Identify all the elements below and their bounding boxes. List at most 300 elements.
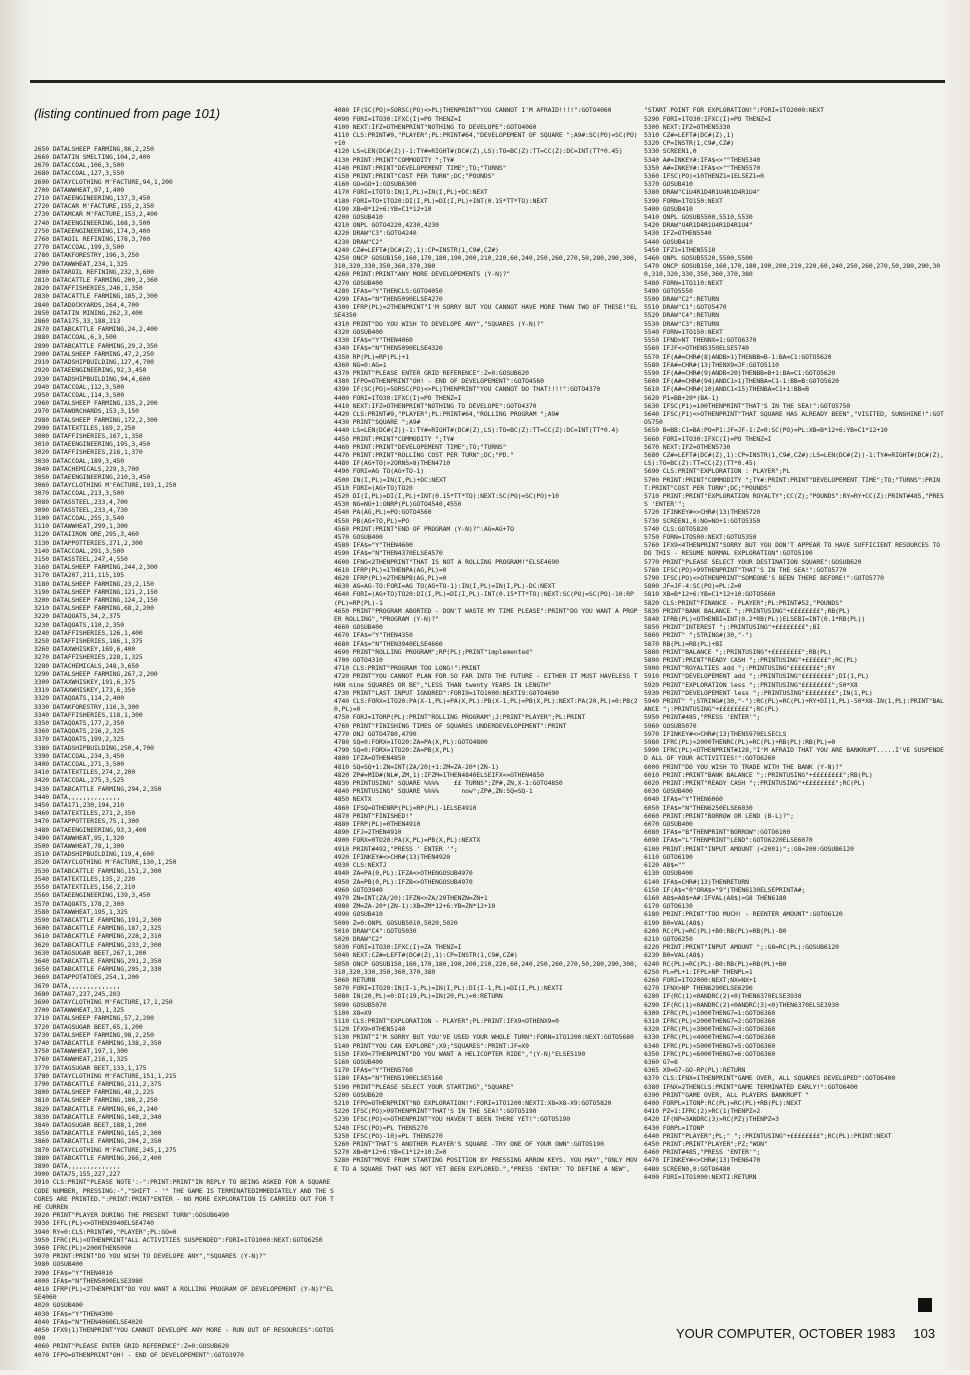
listing-line: 4150 PRINT:PRINT"COST PER TURN";DC;"POUNDS": [334, 172, 496, 181]
listing-line: 6280 IF(RC(1)<0ANDRC(2)<0)THEN6370ELSE3930: [644, 992, 802, 1001]
listing-line: 6410 PZ=1:IFRC(2)>RC(1)THENPZ=2: [644, 1107, 761, 1116]
listing-line: 4830 PRINTUSING" SQUARE %%%% ££ TURNS";ZP#,ZN,X-1:GOTO4850: [334, 779, 563, 788]
listing-line: 6170 GOTO6130: [644, 902, 693, 911]
listing-line: 3470 DATAPPOTTERIES,75,1,300: [34, 817, 139, 826]
listing-line: 4230 DRAW"C2": [334, 237, 383, 246]
listing-line: 4630 AG=AG-TO:FORI=AG TO(AG+TO-1):IN(I,PL)=IN(I,PL)-DC:NEXT: [334, 582, 556, 591]
listing-line: 3840 DATAGSUGAR BEET,188,1,200: [34, 1120, 147, 1129]
listing-line: 3780 DATAYCLOTHING M'FACTURE,151,1,215: [34, 1071, 177, 1080]
listing-line: 5600 IF(A#=CHR#(94)ANDC1>1)THENBA=C1-1:BB=B:GOTO5620: [644, 377, 839, 386]
listing-line: 3030 DATACCOAL,189,3,450: [34, 456, 124, 465]
listing-line: 3550 DATATEXTILES,156,2,210: [34, 883, 136, 892]
listing-line: 6490 FORI=1TO1000:NEXTI:RETURN: [644, 1172, 757, 1181]
listing-line: 3090 DATASSTEEL,233,4,730: [34, 505, 128, 514]
listing-line: 2950 DATACCOAL,114,3,500: [34, 390, 124, 399]
listing-line: 2880 DATACCOAL,6,3,500: [34, 333, 117, 342]
listing-line: 4000 IFA$="N"THEN5090ELSE3980: [34, 1276, 143, 1285]
listing-line: 3890 DATA,,,,,,,,,,,,,,: [34, 1162, 121, 1170]
listing-line: 3620 DATABCATTLE FARMING,233,2,300: [34, 940, 162, 949]
listing-line: 5410 ONPL GOSUB5500,5510,5530: [644, 213, 753, 222]
listing-line: 4610 IFRP(PL)=1THENPA(AG,PL)=0: [334, 565, 447, 574]
listing-line: 6430 FORPL=1TONP: [644, 1123, 704, 1132]
listing-line: 5770 PRINT"PLEASE SELECT YOUR DESTINATION SQUARE":GOSUB620: [644, 557, 862, 566]
listing-line: 2680 DATACCOAL,127,3,550: [34, 169, 124, 178]
listing-line: 4720 PRINT"YOU CANNOT PLAN FOR SO FAR INTO THE FUTURE - EITHER IT MUST HAVELESS THAN nine SQUARES OR BE","LESS THAN twenty YEARS IN LENGTH": [334, 672, 638, 689]
listing-line: 3040 DATACHEMICALS,229,3,700: [34, 464, 139, 473]
listing-line: 3710 DATALSHEEP FARMING,57,2,200: [34, 1014, 154, 1023]
listing-line: 3870 DATAYCLOTHING M'FACTURE,245,1,275: [34, 1145, 177, 1154]
listing-line: 6330 IFRC(PL)<4000THENG7=4:GOTO6360: [644, 1033, 776, 1042]
listing-column-3: [644, 90, 944, 1322]
listing-line: 6470 IFINKEY#<>CHR#(13)THEN6470: [644, 1156, 761, 1165]
listing-line: 6130 GOSUB400: [644, 869, 693, 878]
listing-line: 3370 DATAQOATS,199,2,325: [34, 735, 124, 744]
listing-line: 5700 PRINT:PRINT"COMMODITY ";TY#:PRINT:PRINT"DEVELOPEMENT TIME";TO;"TURNS":PRINT:PRINT"COST PER TURN";DC;"POUNDS": [644, 475, 941, 492]
listing-line: 2860 DATA175,33,188,213: [34, 317, 121, 326]
listing-line: 4740 CLS:FORX=1TO20:PA(X-1,PL)=PA(X,PL):PB(X-1,PL)=PB(X,PL):NEXT:PA(20,PL)=0:PB(20,PL)=0: [334, 697, 638, 714]
listing-line: 3730 DATALSHEEP FARMING,98,2,250: [34, 1030, 154, 1039]
listing-line: 2700 DATAWWHEAT,97,1,400: [34, 185, 124, 194]
listing-line: 4420 CLS:PRINT#9,"PLAYER";PL:PRINT#64,"ROLLING PROGRAM ";A9#: [334, 409, 559, 418]
listing-line: 6380 IFNX=2THENCLS:PRINT"GAME TERMINATED EARLY!":GOTO6400: [644, 1082, 858, 1091]
listing-line: 3430 DATABCATTLE FARMING,294,2,350: [34, 784, 162, 793]
listing-line: 5340 A#=INKEY#:IFA$<>""THEN5340: [644, 155, 761, 164]
listing-line: 4810 SQ=SQ+1:ZN=INT(ZA/20)+1:ZM=ZA-20*(ZN-1): [334, 762, 499, 771]
listing-line: 5650 B=BB:C1=BA:PO=P1:JF=JF-1:Z=0:SC(PO)=PL:XB=B*12+6:YB=C1*12+10: [644, 426, 888, 435]
listing-line: 4860 IFSQ=OTHENRP(PL)=RP(PL)-1ELSE4910: [334, 803, 477, 812]
listing-line: 2710 DATAEENGINEERING,137,3,450: [34, 194, 151, 203]
listing-line: 4500 IN(I,PL)=IN(I,PL)+DC:NEXT: [334, 475, 447, 484]
listing-line: 4310 PRINT"DO YOU WISH TO DEVELOPE ANY","SQUARES (Y-N)?": [334, 319, 544, 328]
listing-line: 6420 IF(NP=3ANDRC(3)>RC(PZ))THENPZ=3: [644, 1115, 779, 1124]
listing-line: 4640 FORI=(AG+TO)TO20:DI(I,PL)=DI(I,PL)-INT(0.15*TT*TO):NEXT:SC(PO)=SC(PO)-10:RP(PL)=RP(PL)-1: [334, 590, 634, 607]
listing-line: 5060 RETURN: [334, 975, 376, 984]
listing-line: 2750 DATAEENGINEERING,174,3,400: [34, 226, 151, 235]
listing-line: 3150 DATASSTEEL,247,4,550: [34, 554, 128, 563]
column-2-lines: [334, 106, 639, 1172]
listing-line: 5530 DRAW"C3":RETURN: [644, 319, 719, 328]
listing-line: 4570 GOSUB400: [334, 532, 383, 541]
listing-line: 4090 FORI=1TO30:IFXC(I)=PO THENZ=I: [334, 114, 462, 123]
listing-line: 5510 DRAW"C1":GOTO5470: [644, 303, 727, 312]
listing-line: 5680 CZ#=LEFT#(DC#(Z),1):CP=INSTR(1,C9#,CZ#):LS=LEN(DC#(Z))-1:TY#=RIGHT#(DC#(Z),LS):TO=BC(Z):TT=CC(Z)(TT*0.45): [644, 450, 944, 468]
listing-line: 4110 CLS:PRINT#9,"PLAYER";PL:PRINT#64,"DEVELOPEMENT OF SQUARE ";A9#:SC(PO)=SC(PO)+10: [334, 131, 638, 148]
listing-line: 6365 X9=G7-GO-RP(PL):RETURN: [644, 1066, 746, 1075]
listing-line: 3320 DATAQOATS,114,2,400: [34, 694, 124, 703]
listing-line: 3980 GOSUB400: [34, 1260, 83, 1269]
listing-line: 3260 DATAXWHISKEY,169,6,400: [34, 645, 136, 654]
listing-line: 2690 DATAYCLOTHING M'FACTURE,94,1,200: [34, 177, 173, 186]
listing-line: 5310 CZ#=LEFT#(DC#(Z),1): [644, 131, 734, 140]
listing-line: 4320 GOSUB400: [334, 327, 383, 336]
listing-line: 2990 DATATEXTILES,169,2,250: [34, 423, 136, 432]
listing-line: 3130 DATAPPOTTERIES,271,2,300: [34, 538, 143, 547]
listing-line: 6320 IFRC(PL)<3000THENG7=3:GOTO6360: [644, 1025, 776, 1034]
listing-line: 4280 IFA$="Y"THENCLS:GOTO4050: [334, 286, 443, 295]
listing-line: 4290 IFA$="N"THEN5090ELSE4270: [334, 295, 443, 304]
listing-line: 5460 ONPL GOSUB5520,5500,5500: [644, 254, 753, 263]
listing-line: 2830 DATACATTLE FARMING,185,2,300: [34, 292, 158, 301]
listing-line: 4220 DRAW"C3":GOTO4240: [334, 229, 417, 238]
listing-line: 5290 FORI=1TO30:IFXC(I)=PO THENZ=I: [644, 114, 772, 123]
listing-line: 5560 IFJF<>OTHEN5350ELSE5740: [644, 344, 749, 353]
listing-line: 2790 DATAWWHEAT,234,1,325: [34, 259, 128, 268]
listing-line: 3380 DATADSHIPBUILDING,250,4,700: [34, 743, 154, 752]
listing-line: 4700 GOTO4310: [334, 656, 383, 665]
listing-line: 6070 GOSUB400: [644, 820, 693, 829]
listing-line: 4880 IFRP(PL)=0THEN4910: [334, 820, 421, 829]
listing-line: 3360 DATAQOATS,216,2,325: [34, 727, 124, 736]
listing-line: 4370 PRINT"PLEASE ENTER GRID REFERENCE":Z=0:GOSUB620: [334, 368, 529, 377]
listing-line: 3390 DATACCOAL,234,3,450: [34, 751, 124, 760]
listing-line: 3590 DATABCATTLE FARMING,191,2,300: [34, 915, 162, 924]
listing-line: 2870 DATABCATTLE FARMING,24,2,400: [34, 325, 158, 334]
listing-line: 3100 DATACCOAL,255,3,540: [34, 513, 124, 522]
listing-line: 5220 IFSC(PO)>99THENPRINT"THAT'S IN THE SEA!":GOTO5190: [334, 1107, 537, 1116]
listing-line: 4350 RP(PL)=RP(PL)+1: [334, 352, 409, 361]
listing-line: 4540 PA(AG,PL)=PO:GOTO4560: [334, 508, 432, 517]
listing-line: 6080 IFA$="B"THENPRINT"BORROW":GOTO6100: [644, 828, 791, 837]
listing-line: 3160 DATALSHEEP FARMING,244,2,300: [34, 563, 158, 572]
end-of-article-marker: [918, 1298, 932, 1312]
listing-line: 4620 IFRP(PL)=2THENPB(AG,PL)=0: [334, 573, 447, 582]
listing-line: 3250 DATAFFISHERIES,186,1,375: [34, 637, 143, 645]
listing-line: 5750 FORN=1TO500:NEXT:GOTO5350: [644, 532, 757, 541]
listing-line: 3140 DATACCOAL,291,3,500: [34, 546, 124, 555]
listing-line: 4020 GOSUB400: [34, 1301, 83, 1310]
listing-line: 6200 RC(PL)=RC(PL)+B0:RB(PL)=RB(PL)-B0: [644, 926, 787, 935]
listing-line: 4950 ZA=PB(0,PL):IFZB<>OTHENGOSUB4970: [334, 877, 473, 886]
listing-line: 3800 DATALSHEEP FARMING,48,2,225: [34, 1088, 154, 1097]
listing-line: 5120 IFX9>0THEN5140: [334, 1025, 406, 1034]
listing-line: 5910 PRINT"DEVELOPEMENT add ";:PRINTUSING"££££££££";DI(1,PL): [644, 672, 869, 681]
listing-line: 4770 ONJ GOTO4780,4790: [334, 729, 417, 738]
listing-line: 5900 PRINT"ROYALTIES add ";:PRINTUSING"££££££££";RY: [644, 664, 836, 673]
listing-line: 6290 IF(RC(1)<0ANDRC(2)<0ANDRC(3)<0)THEN6370ELSE3930: [644, 1000, 839, 1009]
listing-line: 4060 PRINT"PLEASE ENTER GRID REFERENCE":Z=0:GOSUB620: [34, 1342, 229, 1351]
listing-line: 5150 IFX9<7THENPRINT"DO YOU WANT A HELICOPTER RIDE","(Y-N)"ELSE5190: [334, 1049, 586, 1058]
listing-line: 3190 DATALSHEEP FARMING,121,2,150: [34, 587, 158, 596]
listing-line: 3990 IFA$="Y"THEN4010: [34, 1268, 113, 1277]
magazine-issue: YOUR COMPUTER, OCTOBER 1983: [676, 1326, 896, 1341]
listing-line: 4980 ZM=ZA-20*(ZN-1):XB=ZM*12+6:YB=ZN*12+10: [334, 902, 496, 911]
listing-line: 6260 FORI=1TO2000:NEXT;NX=NX+1: [644, 975, 757, 984]
listing-line: 3740 DATABCATTLE FARMING,138,2,350: [34, 1038, 162, 1047]
listing-line: 3480 DATAEENGINEERING,93,3,400: [34, 825, 147, 834]
listing-line: 3910 CLS:PRINT"PLEASE NOTE':-":PRINT:PRINT"IN REPLY TO BEING ASKED FOR A SQUARE CODE NUMBER, PRESSING:-","SHIFT - '" THE GAME IS TERMINATEDIMMEDIATELY AND THE SCORES ARE PRINTED.":PRINT:PRINT"ENTER - NO MORE EXPLORATION IS CARRIED OUT FOR THE CURREN: [34, 1178, 334, 1212]
listing-line: 5280 PRINT"MOVE FROM STARTING POSITION BY PRESSING ARROW KEYS. YOU MAY","ONLY MOVE TO A SQUARE THAT HAS NOT YET BEEN EXPLORED.","PRESS 'ENTER' TO DEFINE A NEW",: [334, 1156, 638, 1173]
listing-line: 4580 IFA$="Y"THEN4600: [334, 541, 413, 550]
listing-line: 5720 IFINKEY#<>CHR#(13)THEN5720: [644, 508, 761, 517]
listing-line: 2730 DATAMCAR M'FACTURE,153,2,400: [34, 210, 158, 219]
listing-line: 4550 PB(AG+TO,PL)=PO: [334, 516, 409, 525]
listing-line: 5630 IFSC(P1)=100THENPRINT"THAT'S IN THE SEA!":GOTO5750: [644, 401, 851, 410]
listing-line: 2810 DATACATTLE FARMING,209,2,360: [34, 276, 158, 285]
listing-line: 5430 IFZ=OTHEN5540: [644, 229, 712, 238]
listing-line: 3500 DATAWWHEAT,78,1,300: [34, 842, 124, 851]
listing-line: 3460 DATATEXTILES,271,2,350: [34, 809, 136, 818]
listing-line: 5300 NEXT:IFZ=OTHEN5330: [644, 122, 731, 131]
listing-line: 4750 FORJ=1TORP(PL):PRINT"ROLLING PROGRAM";J:PRINT"PLAYER";PL:PRINT: [334, 713, 586, 722]
listing-line: 3790 DATABCATTLE FARMING,211,2,375: [34, 1079, 162, 1088]
listing-line: 6120 A8$="": [644, 861, 686, 870]
listing-line: 5890 PRINT:PRINT"READY CASH ";:PRINTUSING"+££££££";RC(PL): [644, 656, 858, 665]
listing-line: 3770 DATAGSUGAR BEET,133,1,175: [34, 1063, 147, 1072]
listing-line: 3600 DATABCATTLE FARMING,187,2,325: [34, 924, 162, 933]
listing-line: 4970 ZN=INT(ZA/20):IFZN<>ZA/20THENZN=ZN+1: [334, 893, 488, 902]
listing-line: 6250 PL=PL+1:IFPL>NP THENPL=1: [644, 967, 753, 976]
listing-line: 6180 PRINT:PRINT"TOO MUCH! - REENTER AMOUNT":GOTO6120: [644, 910, 843, 919]
listing-line: 6360 G7=8: [644, 1057, 678, 1066]
listing-line: 4260 PRINT:PRINT"ANY MORE DEVELOPEMENTS (Y-N)?": [334, 270, 511, 279]
listing-line: 6370 CLS:IFNX=1THENPRINT"GAME OVER, ALL SQUARES DEVELOPED":GOTO6400: [644, 1074, 896, 1083]
listing-line: 5200 GOSUB620: [334, 1090, 383, 1099]
listing-line: 4080 IF(SC(PO)>5ORSC(PO)<>PL)THENPRINT"YOU CANNOT I'M AFRAID!!!!":GOTO4060: [334, 106, 612, 115]
listing-line: 5370 GOSUB410: [644, 180, 693, 189]
listing-line: 5470 ONCP GOSUB150,160,170,180,190,200,210,220,60,240,250,260,270,50,280,290,300,310,320,330,350,360,370,380: [644, 262, 941, 279]
listing-line: 3920 PRINT"PLAYER DURING THE PRESENT TURN":GOSUB6490: [34, 1211, 229, 1220]
listing-line: 6300 IFRC(PL)<1000THENG7=1:GOTO6360: [644, 1008, 776, 1017]
listing-line: 6050 IFA$="N"THEN6250ELSE6030: [644, 803, 753, 812]
listing-line: 5730 SCREEN1,0:NO=NO+1:GOTO5350: [644, 516, 761, 525]
listing-line: 4190 XB=B*12+6:YB=C1*12+10: [334, 204, 432, 213]
listing-line: 3080 DATASSTEEL,233,4,700: [34, 497, 128, 506]
listing-line: 4650 PRINT"PROGRAM ABORTED - DON'T WASTE MY TIME PLEASE":PRINT"DO YOU WANT A PROPER ROLLING","PROGRAM (Y-N)?": [334, 606, 638, 623]
listing-line: 3280 DATACHEMICALS,248,3,650: [34, 661, 139, 670]
listing-line: 5810 XB=B*12+6:YB=C1*12+10:GOTO5660: [644, 590, 776, 599]
listing-line: 6270 IFNX>NP THEN6290ELSE6290: [644, 984, 753, 993]
listing-line: 4900 FORX=0TO20:PA(X,PL)=PB(X,PL):NEXTX: [334, 836, 481, 845]
listing-line: 4170 FORI=1TOTO:IN(I,PL)=IN(I,PL)+DC:NEXT: [334, 188, 488, 197]
listing-line: 4120 LS=LEN(DC#(Z))-1:TY#=RIGHT#(DC#(Z),LS):TO=BC(Z):TT=CC(Z):DC=INT(TT*0.45): [334, 147, 623, 156]
listing-line: 3120 DATAIIRON ORE,295,3,460: [34, 530, 139, 539]
page-number: 103: [913, 1326, 936, 1341]
listing-line: 3670 DATA,,,,,,,,,,,,,,: [34, 981, 121, 990]
listing-line: 2980 DATALSHEEP FARMING,172,2,300: [34, 415, 158, 424]
listing-line: 2920 DATAEENGINEERING,92,3,450: [34, 366, 147, 375]
listing-line: 6100 PRINT:PRINT"INPUT AMOUNT (<2001)";:G8=200:GOSUB6120: [644, 844, 854, 853]
listing-line: 6160 A8$=A8$+A#:IFVAL(A8$)>G8 THEN6180: [644, 893, 787, 902]
listing-line: 4460 PRINT:PRINT"DEVELOPEMENT TIME";TO;"TURNS": [334, 442, 507, 451]
listing-line: 4040 IFA$="N"THEN4060ELSE4020: [34, 1317, 143, 1326]
listing-line: 4870 PRINT"FINISHED!": [334, 811, 413, 820]
listing-line: 4210 ONPL GOTO4220,4230,4230: [334, 221, 439, 230]
listing-line: 4510 FORI=(AG+TO)TO20: [334, 483, 413, 492]
listing-line: 3760 DATAWWHEAT,216,1,325: [34, 1055, 128, 1064]
listing-line: 6030 GOSUB400: [644, 787, 693, 796]
listing-line: 3410 DATATEXTILES,274,2,200: [34, 768, 136, 777]
listing-line: 3540 DATATEXTILES,135,2,220: [34, 874, 136, 883]
listing-line: 5180 IFA$="N"THEN5190ELSE5160: [334, 1074, 443, 1083]
listing-line: 4250 ONCP GOSUB150,160,170,180,190,200,210,220,60,240,250,260,270,50,280,290,300,310,320,330,350,360,370,380: [334, 254, 638, 271]
listing-line: 5010 DRAW"C4":GOTO5030: [334, 926, 417, 935]
listing-line: 4730 PRINT"LAST INPUT IGNORED":FORI9=1TO1000:NEXTI9:GOTO4690: [334, 688, 559, 697]
listing-line: 2770 DATACCOAL,199,3,500: [34, 243, 124, 252]
listing-line: 2820 DATAFFISHERIES,246,1,350: [34, 284, 143, 293]
listing-line: 5260 PRINT"THAT'S ANOTHER PLAYER'S SQUARE -TRY ONE OF YOUR OWN":GOTO5190: [334, 1140, 604, 1148]
listing-line: 2970 DATAWORCHARDS,153,3,150: [34, 407, 139, 416]
listing-line: 2760 DATAOIL REFINING,178,3,700: [34, 235, 151, 244]
listing-line: 4530 NG=NG+1:ONRP(PL)GOTO4540,4550: [334, 500, 462, 509]
listing-line: 5480 FORN=1TO110:NEXT: [644, 278, 723, 287]
listing-line: 2840 DATADOCKYARDS,264,4,700: [34, 300, 139, 309]
listing-line: 5840 IFRB(PL)<OTHENBI=INT(0.2*RB(PL))ELSEBI=INT(0.1*RB(PL)): [644, 615, 866, 623]
listing-line: 4270 GOSUB400: [334, 278, 383, 287]
listing-line: 3560 DATAEENGINEERING,139,3,450: [34, 891, 151, 900]
listing-line: 4680 IFA$="N"THEN3940ELSE4660: [334, 639, 443, 648]
listing-line: 5080 IN(20,PL)=0:DI(19,PL)=IN(20,PL)=0:RETURN: [334, 992, 503, 1001]
listing-line: 4670 IFA$="Y"THEN4350: [334, 631, 413, 640]
listing-line: 3610 DATABCATTLE FARMING,228,2,310: [34, 932, 162, 941]
listing-line: 5710 PRINT:PRINT"EXPLORATION ROYALTY";CC(Z);"POUNDS":RY=RY+CC(Z):PRINT#485,"PRESS 'ENTER'";: [644, 491, 944, 509]
listing-line: 6210 GOTO6250: [644, 934, 693, 943]
listing-line: 5360 IFSC(PO)<10THENZ1=1ELSEZ1=0: [644, 172, 764, 181]
listing-line: 2720 DATACAR M'FACTURE,155,2,350: [34, 202, 154, 211]
listing-line: 4690 PRINT"ROLLING PROGRAM";RP(PL);PRINT"implemented": [334, 647, 533, 656]
listing-line: 2940 DATACCOAL,112,3,500: [34, 382, 124, 391]
listing-line: 4890 IFJ=2THEN4910: [334, 828, 402, 837]
listing-line: 2930 DATADSHIPBUILDING,94,4,600: [34, 374, 151, 383]
listing-line: 4590 IFA$="N"THEN4370ELSE4570: [334, 549, 443, 558]
listing-line: 4380 IFPO=OTHENPRINT"OH! - END OF DEVELOPEMENT":GOTO4560: [334, 377, 544, 386]
listing-line: 3450 DATA171,230,194,210: [34, 801, 124, 810]
listing-line: 4010 IFRP(PL)<2THENPRINT"DO YOU WANT A ROLLING PROGRAM OF DEVELOPEMENT (Y-N)?"ELSE4060: [34, 1285, 334, 1302]
listing-line: 5490 GOTO5550: [644, 286, 693, 295]
listing-line: 3640 DATABCATTLE FARMING,291,2,350: [34, 956, 162, 965]
listing-line: 5320 CP=INSTR(1,C9#,CZ#): [644, 139, 734, 148]
listing-line: 2850 DATATIN MINING,262,3,400: [34, 308, 143, 317]
listing-line: 4930 CLS:NEXTJ: [334, 861, 387, 870]
listing-line: 4400 FORI=1TO30:IFXC(I)=PO THENZ=I: [334, 393, 462, 402]
listing-line: 5640 IFSC(P1)<>OTHENPRINT"THAT SQUARE HAS ALREADY BEEN","VISITED, SUNSHINE!":GOTO5750: [644, 409, 944, 427]
listing-line: 5950 PRINT#485,"PRESS 'ENTER'";: [644, 713, 761, 722]
listing-line: 2740 DATAEENGINEERING,168,3,500: [34, 218, 151, 227]
listing-line: 4180 FORI=TO+1TO20:DI(I,PL)=DI(I,PL)+INT(0.15*TT*TO):NEXT: [334, 196, 548, 205]
listing-line: 3000 DATAFFISHERIES,167,1,350: [34, 431, 143, 440]
listing-line: 4470 PRINT:PRINT"ROLLING COST PER TURN";DC;"PD.": [334, 450, 514, 459]
listing-line: 5850 PRINT"INTEREST ";:PRINTUSING"+££££££££";BI: [644, 623, 821, 632]
listing-line: 4820 ZP#=MID#(NL#,ZM,1):IFZM=1THEN4840ELSEIFX<=OTHEN4850: [334, 770, 544, 779]
listing-line: 3330 DATAKFORESTRY,116,3,300: [34, 702, 139, 711]
listing-line: 3720 DATAGSUGAR BEET,65,1,200: [34, 1022, 143, 1031]
listing-line: 3420 DATACCOAL,275,3,525: [34, 776, 124, 785]
listing-line: 4070 IFPO=OTHENPRINT"OH! - END OF DEVELOPEMENT":GOTO3970: [34, 1350, 244, 1359]
listing-line: 3850 DATABCATTLE FARMING,165,2,300: [34, 1129, 162, 1138]
listing-line: 5400 GOSUB410: [644, 204, 693, 213]
listing-line: 6350 IFRC(PL)<6000THENG7=6:GOTO6360: [644, 1049, 776, 1058]
listing-line: 5130 PRINT"I'M SORRY BUT YOU'VE USED YOUR WHOLE TURN":FORN=1TO1200:NEXT:GOTO5680: [334, 1033, 634, 1042]
listing-line: 5690 CLS:PRINT"EXPLORATION : PLAYER";PL: [644, 467, 791, 476]
listing-line: 5170 IFA$="Y"THEN5760: [334, 1066, 413, 1075]
listing-line: 5230 IFSC(PO)<>OTHENPRINT"YOU HAVEN'T BEEN THERE YET!":GOTO5190: [334, 1115, 571, 1124]
listing-line: 5870 RB(PL)=RB(PL)+BI: [644, 639, 723, 648]
listing-line: 3050 DATAEENGINEERING,210,3,450: [34, 472, 151, 481]
listing-line: 5450 IFZ1=1THEN5510: [644, 245, 716, 254]
listing-line: 3020 DATAFFISHERIES,216,1,370: [34, 448, 143, 457]
listing-line: 3650 DATABCATTLE FARMING,295,2,330: [34, 965, 162, 974]
listing-line: 3290 DATALSHEEP FARMING,267,2,200: [34, 669, 158, 678]
listing-line: 6240 RC(PL)=RC(PL)-B0:RB(PL)=RB(PL)+B0: [644, 959, 787, 968]
listing-column-2: [334, 90, 639, 1322]
listing-line: 3180 DATALSHEEP FARMING,23,2,150: [34, 579, 154, 588]
listing-line: 5830 PRINT"BANK BALANCE ";:PRINTUSING"+££££££££";RB(PL): [644, 606, 851, 615]
listing-line: 6000 PRINT"DO YOU WISH TO TRADE WITH THE BANK (Y-N)?": [644, 762, 843, 771]
listing-line: 4140 PRINT:PRINT"DEVELOPEMENT TIME";TO;"TURNS": [334, 163, 507, 172]
listing-line: 5440 GOSUB410: [644, 237, 693, 246]
listing-line: 5160 GOSUB400: [334, 1057, 383, 1066]
listing-line: 4410 NEXT:IFZ=OTHENPRINT"NOTHING TO DEVELOPE":GOTO4370: [334, 401, 537, 410]
listing-line: 5990 IFRC(PL)<OTHENPRINT#128,"I'M AFRAID THAT YOU ARE BANKRUPT.....I'VE SUSPENDED ALL OF YOUR ACTIVITIES!":GOTO6260: [644, 746, 944, 763]
listing-line: 3630 DATAGSUGAR BEET,267,1,200: [34, 948, 147, 957]
listing-line: 4030 IFA$="Y"THEN4300: [34, 1309, 113, 1318]
listing-line: 3010 DATAEENGINEERING,195,3,450: [34, 440, 151, 449]
listing-line: 3530 DATABCATTLE FARMING,151,2,300: [34, 866, 162, 875]
listing-line: 3880 DATABCATTLE FARMING,266,2,400: [34, 1153, 162, 1162]
listing-line: 4200 GOSUB410: [334, 213, 383, 222]
listing-line: 6480 SCREEN0,0:GOTO6480: [644, 1164, 731, 1173]
listing-line: 6040 IFA$="Y"THEN6060: [644, 795, 723, 804]
listing-line: 5940 PRINT" ";STRING#(30,"-"):RC(PL)=RC(PL)+RY+DI(1,PL)-50*X8-IN(1,PL):PRINT"BALANCE ";:PRINTUSING"+££££££££";RC(PL): [644, 697, 944, 714]
listing-line: 6190 B0=VAL(A8$): [644, 918, 704, 927]
listing-line: 4910 PRINT#492,"PRESS ' ENTER '";: [334, 844, 458, 853]
listing-line: 4160 GO=GO+1:GOSUB6300: [334, 180, 417, 189]
listing-line: 4760 PRINT"FINISHING TIMES OF SQUARES UNDERDEVELOPEMENT":PRINT: [334, 721, 567, 730]
listing-line: 5800 JF=JF-4:SC(PO)=PL:Z=0: [644, 582, 742, 591]
listing-line: 5780 IFSC(PO)>99THENPRINT"THAT'S IN THE SEA!":GOTO5770: [644, 565, 847, 574]
listing-line: 6090 IFA$="L"THENPRINT"LEND":GOTO6220ELSE6070: [644, 836, 813, 845]
listing-line: 4100 NEXT:IFZ=OTHENPRINT"NOTHING TO DEVELOPE":GOTO4060: [334, 122, 537, 131]
listing-line: 3060 DATAYCLOTHING M'FACTURE,193,1,250: [34, 481, 177, 490]
listing-line: 3210 DATALSHEEP FARMING,68,2,200: [34, 604, 154, 613]
listing-line: 4480 IF(AG+TO)>2ORNS>8)THEN4710: [334, 459, 451, 468]
listing-line: 3070 DATACCOAL,213,3,500: [34, 489, 124, 498]
listing-line: 5350 A#=INKEY#:IFA$<>""THEN5570: [644, 163, 761, 172]
listing-line: 3960 IFRC(PL)<2000THEN5090: [34, 1244, 132, 1253]
listing-line: 5930 PRINT"DEVELOPEMENT less ";:PRINTUSING"££££££££";IN(1,PL): [644, 688, 873, 697]
listing-line: 6400 FORPL=1TONP:RC(PL)=RC(PL)+RB(PL):NEXT: [644, 1098, 802, 1107]
listing-line: 3690 DATAYCLOTHING M'FACTURE,17,1,250: [34, 997, 173, 1006]
listing-line: 3310 DATAXWHISKEY,173,6,350: [34, 686, 136, 695]
listing-line: 4990 GOSUB410: [334, 910, 383, 919]
column-3-lines: [644, 106, 944, 1181]
listing-line: 6020 PRINT:PRINT"READY CASH ";:PRINTUSING"+££££££££";RC(PL): [644, 779, 866, 788]
listing-line: 6220 PRINT:PRINT"INPUT AMOUNT ";:G8=RC(PL):GOSUB6120: [644, 943, 839, 952]
listing-line: 5140 PRINT"YOU CAN EXPLORE";X9;"SQUARES":PRINT:JF=X9: [334, 1041, 529, 1050]
listing-line: 3830 DATABCATTLE FARMING,148,2,340: [34, 1112, 162, 1121]
listing-line: 5660 FORI=1TO30:IFXC(I)=PO THENZ=I: [644, 434, 772, 443]
listing-line: 3270 DATAFFISHERIES,228,1,325: [34, 653, 143, 662]
listing-line: 2660 DATATIN SMELTING,104,2,400: [34, 153, 151, 162]
listing-line: 4780 SQ=0:FORX=1TO20:ZA=PA(X,PL):GOTO4800: [334, 738, 488, 747]
listing-line: 3490 DATAWWHEAT,95,1,320: [34, 833, 124, 842]
listing-line: 6460 PRINT#485,"PRESS 'ENTER'";: [644, 1148, 761, 1157]
listing-line: 3240 DATAFFISHERIES,126,1,400: [34, 628, 143, 637]
listing-line: 5960 GOSUB5070: [644, 721, 697, 730]
listing-line: 4920 IFINKEY#<>CHR#(13)THEN4920: [334, 852, 451, 861]
listing-line: 3860 DATABCATTLE FARMING,204,2,350: [34, 1137, 162, 1146]
listing-line: 5380 DRAW"C1U4R1D4R1U4R1D4R1U4": [644, 188, 761, 197]
listing-line: 5620 P1=BB+20*(BA-1): [644, 393, 719, 402]
listing-line: 3300 DATAXWHISKEY,191,6,375: [34, 678, 136, 687]
listing-line: 5420 DRAW"U4R1D4R1U4R1D4R1U4": [644, 221, 753, 230]
listing-line: 4710 CLS:PRINT"PROGRAM TOO LONG!":PRINT: [334, 664, 481, 673]
listing-line: 6150 IF(A$<"0"ORA$>"9")THEN6130ELSEPRINTA#;: [644, 885, 806, 894]
top-rule: [30, 80, 945, 83]
listing-line: 5240 IFSC(PO)=PL THEN5270: [334, 1123, 428, 1132]
listing-line: 4960 GOTO3940: [334, 885, 383, 894]
listing-line: 3930 IFFL(PL)<>OTHEN3940ELSE4740: [34, 1219, 154, 1228]
listing-line: 5570 IF(A#=CHR#(8)ANDB>1)THENBB=B-1:BA=C1:GOTO5620: [644, 352, 832, 361]
